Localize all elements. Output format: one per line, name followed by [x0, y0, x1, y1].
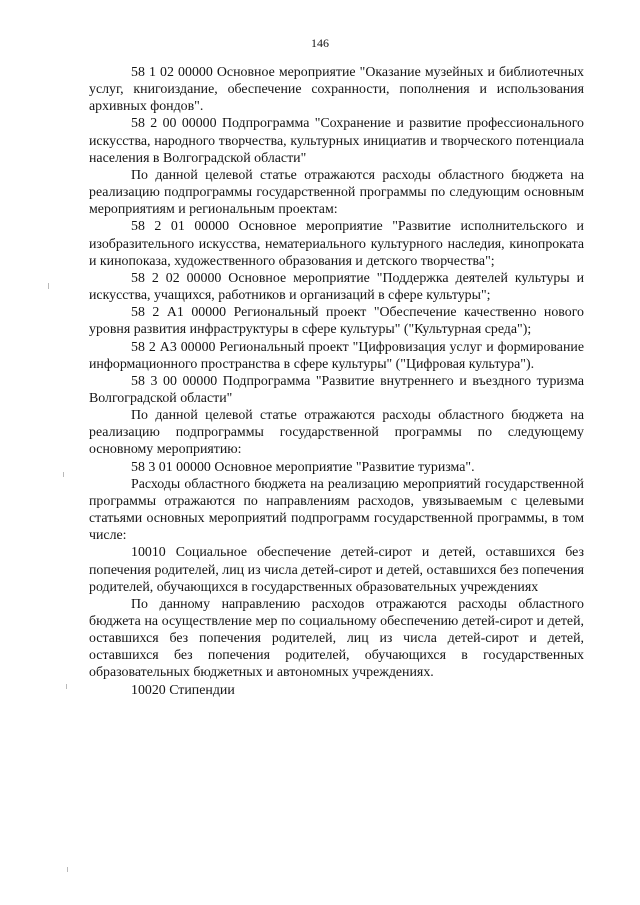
paragraph-expense-directions: Расходы областного бюджета на реализацию мероприятий государственной программы отражаются по направлениям расходов, увязываемым с целевыми статьями основных мероприятий подпрограмм государственной программы, в том числе:	[89, 476, 584, 544]
scan-mark	[67, 867, 68, 872]
paragraph-58-2-a1: 58 2 А1 00000 Региональный проект "Обеспечение качественно нового уровня развития инфраструктуры в сфере культуры" ("Культурная среда");	[89, 305, 584, 338]
page-number: 146	[311, 36, 329, 50]
paragraph-58-3-00-subprogram: 58 3 00 00000 Подпрограмма "Развитие внутреннего и въездного туризма Волгоградской области"	[89, 373, 584, 406]
paragraph-10010: 10010 Социальное обеспечение детей-сирот и детей, оставшихся без попечения родителей, лиц из числа детей-сирот и детей, оставшихся без попечения родителей, обучающихся в государственных образовательных учреждениях	[89, 545, 584, 595]
paragraph-subprogram-3-description: По данной целевой статье отражаются расходы областного бюджета на реализацию подпрограммы государственной программы по следующему основному мероприятию:	[89, 408, 584, 458]
paragraph-58-2-01: 58 2 01 00000 Основное мероприятие "Развитие исполнительского и изобразительного искусства, нематериального культурного наследия, кинопроката и кинопоказа, художественного образования и детского творчества";	[89, 219, 584, 269]
scan-mark	[48, 283, 49, 289]
paragraph-58-3-01: 58 3 01 00000 Основное мероприятие "Развитие туризма".	[131, 459, 475, 475]
document-body	[89, 64, 584, 699]
paragraph-58-2-a3: 58 2 А3 00000 Региональный проект "Цифровизация услуг и формирование информационного пространства в сфере культуры" ("Цифровая культура").	[89, 339, 584, 372]
paragraph-10010-description: По данному направлению расходов отражаются расходы областного бюджета на осуществление мер по социальному обеспечению детей-сирот и детей, оставшихся без попечения родителей, лиц из числа детей-сирот и детей, оставшихся без попечения родителей, обучающихся в государственных образовательных бюджетных и автономных учреждениях.	[89, 596, 584, 681]
paragraph-58-1-02: 58 1 02 00000 Основное мероприятие "Оказание музейных и библиотечных услуг, книгоиздание, обеспечение сохранности, пополнения и использования архивных фондов".	[89, 65, 584, 115]
scan-mark	[63, 472, 64, 477]
scan-mark	[66, 684, 67, 689]
paragraph-subprogram-2-description: По данной целевой статье отражаются расходы областного бюджета на реализацию подпрограммы государственной программы по следующим основным мероприятиям и региональным проектам:	[89, 167, 584, 218]
paragraph-58-2-02: 58 2 02 00000 Основное мероприятие "Поддержка деятелей культуры и искусства, учащихся, работников и организаций в сфере культуры";	[89, 270, 584, 304]
paragraph-10020: 10020 Стипендии	[131, 682, 235, 698]
paragraph-58-2-00-subprogram: 58 2 00 00000 Подпрограмма "Сохранение и развитие профессионального искусства, народного творчества, культурных инициатив и творческого потенциала населения в Волгоградской области"	[89, 116, 584, 166]
